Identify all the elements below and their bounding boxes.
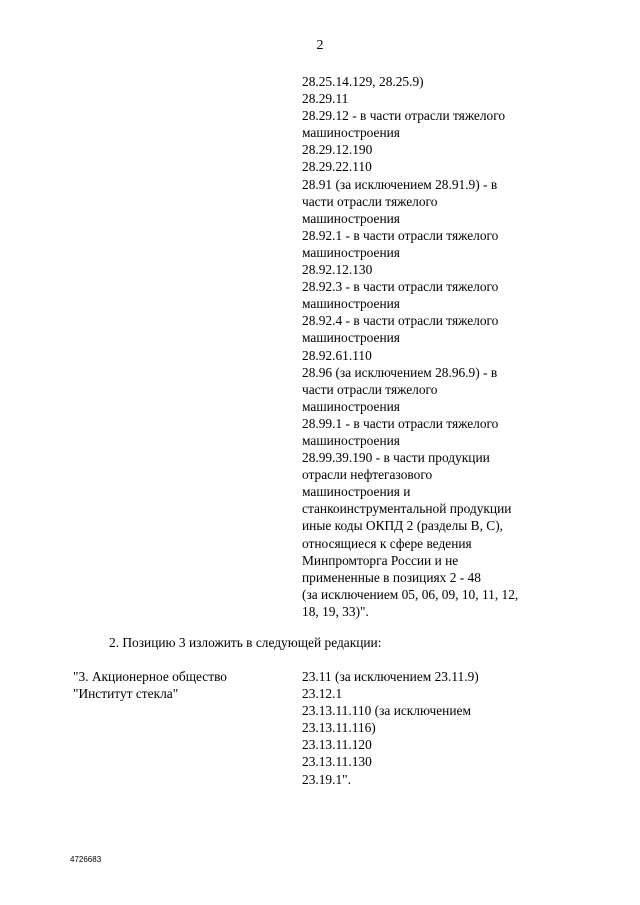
code-line: 23.12.1 — [302, 686, 343, 702]
code-line: машиностроения — [302, 125, 400, 141]
code-line: 28.92.12.130 — [302, 262, 373, 278]
organization-name-line: "Институт стекла" — [73, 686, 179, 702]
code-line: 23.13.11.120 — [302, 737, 372, 753]
code-line: Минпромторга России и не — [302, 552, 459, 568]
code-line: машиностроения — [302, 210, 400, 226]
code-line: машиностроения — [302, 432, 400, 448]
code-line: 23.13.11.110 (за исключением — [302, 703, 471, 719]
code-line: машиностроения и — [302, 484, 411, 500]
code-line: (за исключением 05, 06, 09, 10, 11, 12, — [302, 586, 519, 602]
code-line: 28.29.11 — [302, 91, 349, 107]
position-3-codes-list — [302, 668, 479, 788]
code-line: машиностроения — [302, 296, 400, 312]
code-line: 28.92.1 - в части отрасли тяжелого — [302, 227, 499, 243]
code-line: иные коды ОКПД 2 (разделы B, C), — [302, 518, 504, 534]
code-line: станкоинструментальной продукции — [302, 501, 512, 517]
code-line: 28.99.39.190 - в части продукции — [302, 450, 490, 466]
code-line: отрасли нефтегазового — [302, 467, 433, 483]
code-line: 23.13.11.116) — [302, 720, 376, 736]
okpd-codes-continued-list — [302, 73, 518, 620]
page-number: 2 — [316, 38, 324, 53]
code-line: машиностроения — [302, 244, 400, 260]
organization-name — [73, 668, 227, 702]
code-line: машиностроения — [302, 398, 400, 414]
code-line: машиностроения — [302, 330, 400, 346]
code-line: части отрасли тяжелого — [302, 193, 438, 209]
code-line: 18, 19, 33)". — [302, 603, 369, 619]
code-line: части отрасли тяжелого — [302, 381, 438, 397]
code-line: 23.11 (за исключением 23.11.9) — [302, 669, 479, 684]
code-line: 28.92.61.110 — [302, 347, 372, 363]
document-id: 4726683 — [70, 855, 102, 864]
code-line: 23.19.1". — [302, 771, 351, 787]
code-line: 28.96 (за исключением 28.96.9) - в — [302, 364, 498, 380]
code-line: примененные в позициях 2 - 48 — [302, 569, 481, 585]
amendment-paragraph: 2. Позицию 3 изложить в следующей редакции: — [109, 635, 382, 650]
code-line: 28.29.12.190 — [302, 142, 373, 158]
code-line: 28.91 (за исключением 28.91.9) - в — [302, 176, 498, 192]
code-line: 28.92.3 - в части отрасли тяжелого — [302, 279, 499, 295]
code-line: 28.25.14.129, 28.25.9) — [302, 74, 424, 89]
code-line: относящиеся к сфере ведения — [302, 535, 472, 551]
code-line: 28.29.12 - в части отрасли тяжелого — [302, 108, 506, 124]
code-line: 28.92.4 - в части отрасли тяжелого — [302, 313, 499, 329]
organization-name-line: "3. Акционерное общество — [73, 669, 227, 684]
code-line: 28.99.1 - в части отрасли тяжелого — [302, 415, 499, 431]
code-line: 23.13.11.130 — [302, 754, 372, 770]
code-line: 28.29.22.110 — [302, 159, 372, 175]
